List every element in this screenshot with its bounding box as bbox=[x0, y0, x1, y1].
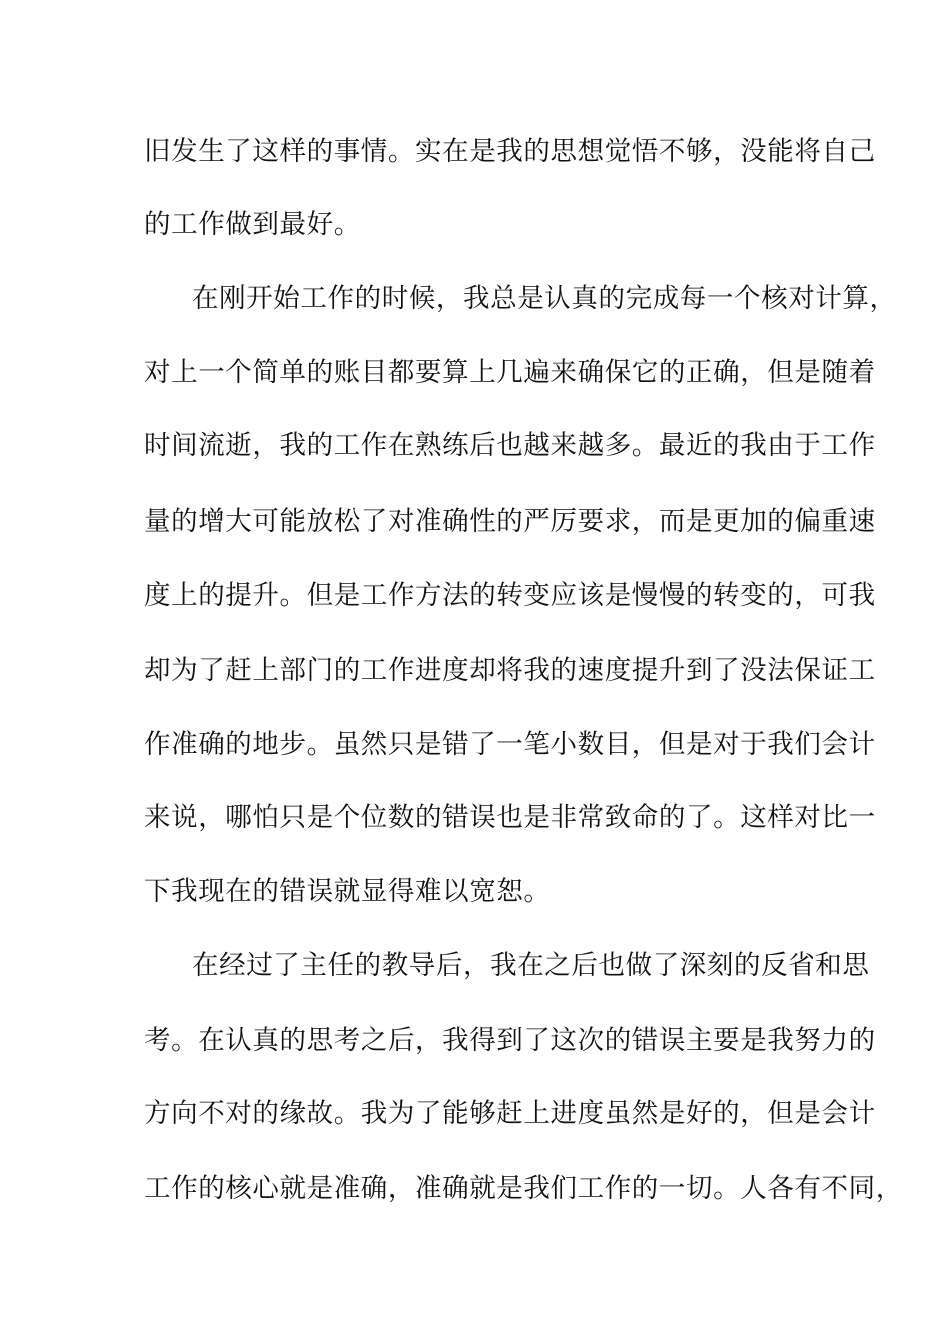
text-line: 却为了赶上部门的工作进度却将我的速度提升到了没法保证工 bbox=[144, 655, 876, 686]
text-line: 量的增大可能放松了对准确性的严厉要求，而是更加的偏重速 bbox=[144, 506, 876, 537]
text-line: 度上的提升。但是工作方法的转变应该是慢慢的转变的，可我 bbox=[144, 580, 876, 611]
text-line: 来说，哪怕只是个位数的错误也是非常致命的了。这样对比一 bbox=[144, 802, 876, 833]
text-line: 作准确的地步。虽然只是错了一笔小数目，但是对于我们会计 bbox=[144, 729, 876, 760]
paragraph-first-line: 在刚开始工作的时候，我总是认真的完成每一个核对计算， bbox=[192, 283, 897, 314]
text-line: 考。在认真的思考之后，我得到了这次的错误主要是我努力的 bbox=[144, 1025, 876, 1056]
text-line: 的工作做到最好。 bbox=[144, 209, 361, 240]
text-line: 对上一个简单的账目都要算上几遍来确保它的正确，但是随着 bbox=[144, 357, 876, 388]
text-line: 方向不对的缘故。我为了能够赶上进度虽然是好的，但是会计 bbox=[144, 1098, 876, 1129]
text-line: 旧发生了这样的事情。实在是我的思想觉悟不够，没能将自己 bbox=[144, 136, 876, 167]
text-line: 下我现在的错误就显得难以宽恕。 bbox=[144, 876, 551, 907]
paragraph-first-line: 在经过了主任的教导后，我在之后也做了深刻的反省和思 bbox=[192, 950, 870, 981]
text-line: 工作的核心就是准确，准确就是我们工作的一切。人各有不同， bbox=[144, 1173, 903, 1204]
text-line: 时间流逝，我的工作在熟练后也越来越多。最近的我由于工作 bbox=[144, 430, 876, 461]
